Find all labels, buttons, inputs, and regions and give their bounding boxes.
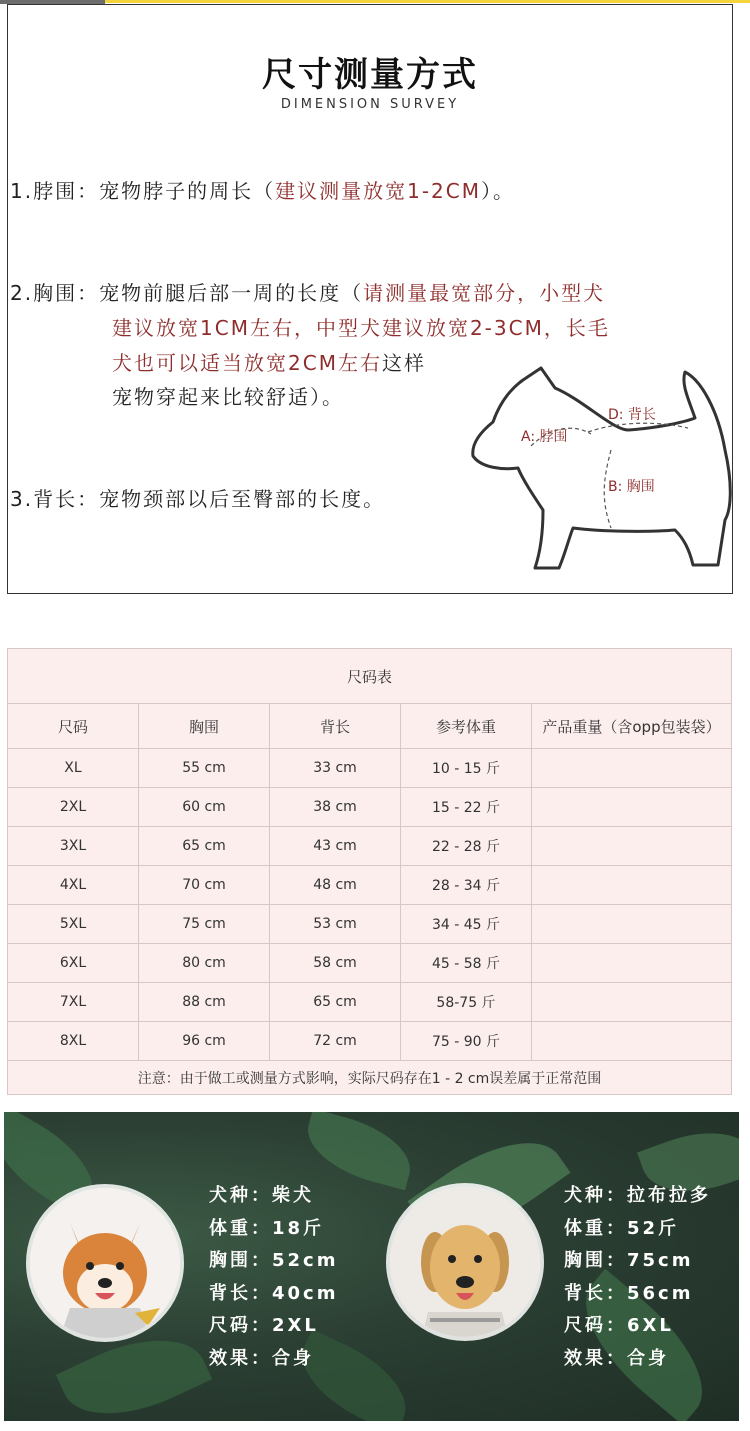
labrador-fit: 效果：合身 <box>564 1347 669 1369</box>
shiba-info <box>209 1180 338 1375</box>
labrador-avatar <box>390 1187 540 1337</box>
size-table-note: 注意：由于做工或测量方式影响，实际尺码存在1 - 2 cm误差属于正常范围 <box>8 1061 732 1095</box>
size-table-cell: 2XL <box>8 788 139 827</box>
size-table-cell: 75 - 90 斤 <box>401 1022 532 1061</box>
item-chest-line1 <box>10 277 605 306</box>
size-table-cell <box>532 749 732 788</box>
item-chest-line4: 宠物穿起来比较舒适）。 <box>112 385 344 409</box>
shiba-back: 背长：40cm <box>209 1282 339 1304</box>
item-chest-line2: 建议放宽1CM左右，中型犬建议放宽2-3CM，长毛 <box>112 316 610 340</box>
shiba-fit: 效果：合身 <box>209 1347 314 1369</box>
size-table <box>7 648 732 1092</box>
diagram-label-b: B: 胸围 <box>608 479 655 495</box>
item-back-label: 3.背长： <box>10 487 100 511</box>
header-chest: 胸围 <box>139 704 270 749</box>
dog-diagram <box>463 360 733 575</box>
item-chest-text: 宠物前腿后部一周的长度（ <box>99 281 364 305</box>
size-table-cell: 75 cm <box>139 905 270 944</box>
header-product-weight: 产品重量（含opp包装袋） <box>532 704 732 749</box>
size-table-cell: 5XL <box>8 905 139 944</box>
size-table-cell: 3XL <box>8 827 139 866</box>
size-table-cell: XL <box>8 749 139 788</box>
diagram-label-d: D: 背长 <box>608 407 656 423</box>
shiba-weight: 体重：18斤 <box>209 1217 325 1239</box>
size-table-cell: 45 - 58 斤 <box>401 944 532 983</box>
item-neck-end: ）。 <box>480 179 515 203</box>
size-table-cell <box>532 983 732 1022</box>
size-table-row <box>8 983 732 1022</box>
labrador-size: 尺码：6XL <box>564 1315 674 1336</box>
size-table-cell: 48 cm <box>270 866 401 905</box>
size-table-cell: 33 cm <box>270 749 401 788</box>
size-table-cell <box>532 944 732 983</box>
size-table-cell <box>532 827 732 866</box>
item-back-text: 宠物颈部以后至臀部的长度。 <box>99 487 386 511</box>
item-neck-label: 1.脖围： <box>10 179 100 203</box>
size-table-cell: 65 cm <box>139 827 270 866</box>
size-table-row <box>8 866 732 905</box>
size-table-cell: 65 cm <box>270 983 401 1022</box>
size-table-cell: 58 cm <box>270 944 401 983</box>
size-table-cell <box>532 1022 732 1061</box>
guide-title: 尺寸测量方式 <box>262 55 478 95</box>
size-table-row <box>8 749 732 788</box>
size-table-cell <box>532 905 732 944</box>
guide-subtitle: DIMENSION SURVEY <box>280 97 460 112</box>
labrador-info <box>564 1180 711 1375</box>
size-table-cell: 4XL <box>8 866 139 905</box>
size-table-cell: 55 cm <box>139 749 270 788</box>
header-size: 尺码 <box>8 704 139 749</box>
size-table-cell: 72 cm <box>270 1022 401 1061</box>
size-table-cell: 88 cm <box>139 983 270 1022</box>
size-table-cell: 38 cm <box>270 788 401 827</box>
size-table-row <box>8 827 732 866</box>
size-table-cell: 60 cm <box>139 788 270 827</box>
size-table-cell: 15 - 22 斤 <box>401 788 532 827</box>
diagram-label-a: A: 脖围 <box>521 429 568 445</box>
size-table-row <box>8 905 732 944</box>
model-showcase <box>4 1112 739 1421</box>
size-table-cell: 8XL <box>8 1022 139 1061</box>
item-chest-tip1: 请测量最宽部分，小型犬 <box>363 281 606 305</box>
size-table-caption: 尺码表 <box>8 649 732 704</box>
item-back <box>10 483 385 512</box>
size-table-cell: 58-75 斤 <box>401 983 532 1022</box>
size-table-cell: 53 cm <box>270 905 401 944</box>
size-table-cell: 28 - 34 斤 <box>401 866 532 905</box>
top-stripe <box>0 0 750 3</box>
item-neck-text: 宠物脖子的周长（ <box>99 179 276 203</box>
size-table-cell: 10 - 15 斤 <box>401 749 532 788</box>
size-table-cell: 80 cm <box>139 944 270 983</box>
shiba-size: 尺码：2XL <box>209 1315 319 1336</box>
labrador-back: 背长：56cm <box>564 1282 694 1304</box>
item-chest-tip3: 犬也可以适当放宽2CM左右 <box>112 351 382 375</box>
item-neck-tip: 建议测量放宽1-2CM <box>275 179 481 203</box>
item-chest-label: 2.胸围： <box>10 281 100 305</box>
size-table-row <box>8 1022 732 1061</box>
header-weight: 参考体重 <box>401 704 532 749</box>
measurement-guide <box>7 4 733 594</box>
shiba-chest: 胸围：52cm <box>209 1250 339 1271</box>
shiba-breed: 犬种：柴犬 <box>209 1185 314 1206</box>
leaf-decoration <box>299 1112 419 1190</box>
size-table-cell: 43 cm <box>270 827 401 866</box>
shiba-avatar <box>30 1188 180 1338</box>
size-table-cell: 70 cm <box>139 866 270 905</box>
size-table-cell <box>532 866 732 905</box>
item-chest-after: 这样 <box>381 351 426 375</box>
labrador-chest: 胸围：75cm <box>564 1250 694 1271</box>
labrador-weight: 体重：52斤 <box>564 1217 680 1239</box>
size-table-cell: 34 - 45 斤 <box>401 905 532 944</box>
size-table-row <box>8 944 732 983</box>
header-back: 背长 <box>270 704 401 749</box>
size-table-cell: 96 cm <box>139 1022 270 1061</box>
dog-outline <box>473 368 730 568</box>
labrador-breed: 犬种：拉布拉多 <box>564 1185 711 1206</box>
item-neck <box>10 175 515 204</box>
size-table-cell <box>532 788 732 827</box>
size-table-cell: 22 - 28 斤 <box>401 827 532 866</box>
size-table-header <box>8 704 732 749</box>
size-table-cell: 6XL <box>8 944 139 983</box>
item-chest-line3 <box>112 347 426 376</box>
size-table-cell: 7XL <box>8 983 139 1022</box>
size-table-row <box>8 788 732 827</box>
